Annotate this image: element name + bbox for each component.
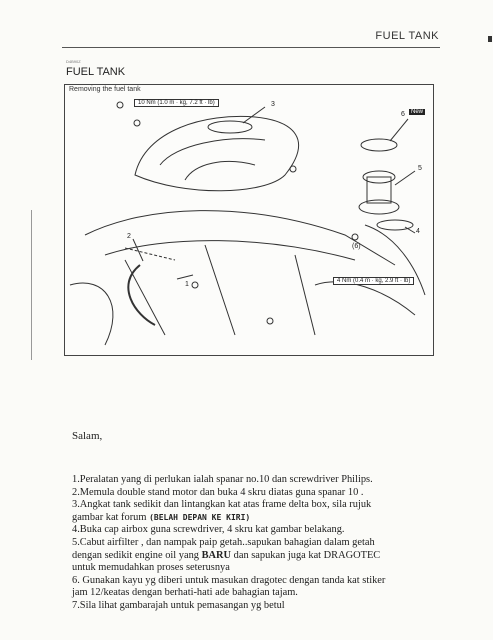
step-2: 2.Memula double stand motor dan buka 4 skru diatas guna spanar 10 . xyxy=(72,486,364,498)
step-3-text: gambar kat forum xyxy=(72,511,147,523)
torque-spec-bottom: 4 Nm (0.4 m · kg, 2.9 ft · lb) xyxy=(333,277,414,285)
instruction-steps xyxy=(72,474,482,613)
step-6: 6. Gunakan kayu yg diberi untuk masukan dragotec dengan tanda kat stiker xyxy=(72,574,386,586)
callout-1: 1 xyxy=(185,281,189,288)
fuel-tank-diagram xyxy=(64,84,434,356)
handwritten-note: (BELAH DEPAN KE KIRI) xyxy=(149,512,251,522)
step-5-emphasis: BARU xyxy=(201,549,232,561)
step-3-cont xyxy=(72,512,482,525)
torque-spec-top: 10 Nm (1.0 m · kg, 7.2 ft · lb) xyxy=(134,99,219,107)
header-rule xyxy=(62,47,440,48)
scan-edge-mark xyxy=(31,210,32,360)
step-5: 5.Cabut airfilter , dan nampak paip getah..sapukan bahagian dalam getah xyxy=(72,536,375,548)
step-7: 7.Sila lihat gambarajah untuk pemasangan yg betul xyxy=(72,599,285,611)
step-4: 4.Buka cap airbox guna screwdriver, 4 skru kat gambar belakang. xyxy=(72,524,345,536)
step-5-text-post: dan sapukan juga kat DRAGOTEC xyxy=(233,549,381,561)
step-3: 3.Angkat tank sedikit dan lintangkan kat atas frame delta box, sila rujuk xyxy=(72,499,372,511)
callout-6: 6 xyxy=(401,111,405,118)
callout-5: 5 xyxy=(418,165,422,172)
scan-edge-mark xyxy=(488,36,492,42)
section-title: FUEL TANK xyxy=(66,66,126,78)
step-1: 1.Peralatan yang di perlukan ialah spanar no.10 dan screwdriver Philips. xyxy=(72,474,373,485)
step-5-cont xyxy=(72,550,482,563)
callout-6-seal: (6) xyxy=(352,243,361,250)
greeting: Salam, xyxy=(72,430,103,442)
callout-4: 4 xyxy=(416,228,420,235)
callout-3: 3 xyxy=(271,101,275,108)
step-6-cont: jam 12/keatas dengan berhati-hati ade bahagian tajam. xyxy=(72,587,298,599)
step-5-end: untuk memudahkan proses seterusnya xyxy=(72,562,230,574)
new-part-badge: New xyxy=(411,109,424,115)
callout-2: 2 xyxy=(127,233,131,240)
figure-caption: Removing the fuel tank xyxy=(69,86,141,93)
running-header-title: FUEL TANK xyxy=(375,30,439,42)
step-5-text-pre: dengan sedikit engine oil yang xyxy=(72,549,199,561)
diagram-drawing xyxy=(65,85,433,355)
manual-code: D4B90Z xyxy=(66,59,81,64)
